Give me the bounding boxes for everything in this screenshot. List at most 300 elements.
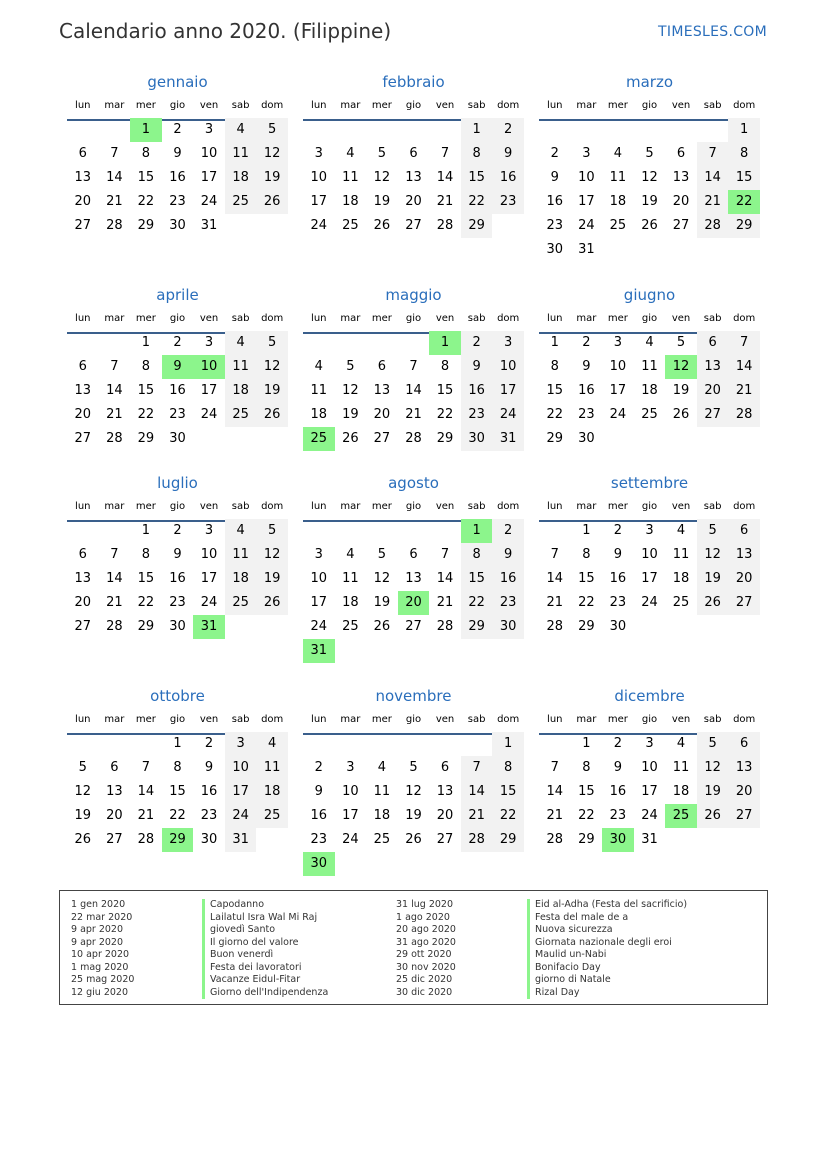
- day-cell: 21: [137, 808, 155, 823]
- day-cell: 2: [550, 146, 559, 161]
- weekday-header: gio: [405, 100, 422, 111]
- day-cell: 14: [106, 383, 123, 398]
- day-cell: 18: [641, 383, 658, 398]
- legend-date: 29 ott 2020: [396, 949, 452, 960]
- day-cell: 6: [676, 146, 686, 161]
- day-cell: 30: [200, 832, 218, 847]
- day-cell: 28: [546, 832, 564, 847]
- day-cell: 28: [697, 214, 729, 238]
- weekday-header: lun: [75, 714, 91, 725]
- weekday-header: gio: [405, 714, 422, 725]
- day-cell: 28: [461, 828, 493, 852]
- day-cell: 6: [728, 519, 760, 543]
- day-cell: 13: [697, 355, 729, 379]
- day-cell: 20: [74, 194, 92, 209]
- legend-date: 30 dic 2020: [396, 986, 453, 998]
- legend-names-column: [210, 899, 328, 999]
- day-cell: 19: [697, 780, 729, 804]
- month-title: settembre: [610, 474, 689, 492]
- day-cell: 11: [225, 543, 257, 567]
- month-divider: [539, 119, 760, 121]
- day-cell: 16: [169, 383, 186, 398]
- day-cell: 3: [204, 335, 214, 350]
- day-cell: 17: [578, 194, 595, 209]
- weekday-header: gio: [169, 714, 186, 725]
- day-cell: 17: [200, 383, 218, 398]
- day-cell: 21: [405, 407, 422, 422]
- legend-holiday-name: Buon venerdì: [210, 949, 274, 960]
- weekday-header: ven: [435, 313, 455, 324]
- day-cell: 19: [641, 194, 658, 209]
- month-title: marzo: [625, 73, 674, 91]
- day-cell: 24: [200, 407, 218, 422]
- day-cell: 7: [409, 359, 418, 374]
- weekday-header: mer: [135, 313, 156, 324]
- day-cell: 27: [436, 832, 454, 847]
- day-cell: 24: [200, 595, 218, 610]
- weekday-header: mar: [576, 501, 597, 512]
- day-cell: 25: [225, 591, 257, 615]
- day-cell: 29: [546, 431, 564, 446]
- day-cell: 2: [613, 523, 623, 538]
- day-cell: 16: [546, 194, 564, 209]
- day-cell: 11: [225, 355, 257, 379]
- day-cell: 12: [373, 170, 391, 185]
- weekday-header: gio: [405, 313, 422, 324]
- day-cell: 4: [256, 732, 288, 756]
- day-cell: 16: [609, 784, 627, 799]
- day-cell: 17: [641, 784, 658, 799]
- day-cell: 2: [582, 335, 591, 350]
- day-cell: 22: [436, 407, 454, 422]
- day-cell: 17: [200, 571, 218, 586]
- legend-date: 10 apr 2020: [71, 949, 130, 960]
- day-cell: 3: [645, 736, 654, 751]
- legend-dates-column: [396, 899, 456, 999]
- weekday-header: lun: [547, 501, 563, 512]
- month-title: febbraio: [382, 73, 445, 91]
- day-cell: 29: [578, 619, 595, 634]
- day-cell: 26: [697, 804, 729, 828]
- day-cell: 15: [137, 383, 155, 398]
- weekday-header: lun: [311, 313, 327, 324]
- day-cell: 11: [672, 760, 690, 775]
- legend-date: 1 gen 2020: [71, 899, 126, 910]
- legend-color-bar: [202, 899, 205, 999]
- day-cell: 14: [546, 784, 564, 799]
- legend-holiday-name: Bonifacio Day: [535, 961, 601, 973]
- day-cell: 16: [492, 166, 524, 190]
- day-cell: 14: [137, 784, 155, 799]
- day-cell: 26: [256, 190, 288, 214]
- legend-date: 9 apr 2020: [71, 924, 124, 935]
- weekday-header: dom: [733, 501, 756, 512]
- day-cell: 24: [578, 218, 595, 233]
- day-cell: 19: [373, 194, 391, 209]
- day-cell: 9: [314, 784, 323, 799]
- legend-holiday-name: giovedì Santo: [210, 924, 276, 935]
- day-cell: 18: [310, 407, 328, 422]
- day-cell: 30: [461, 427, 493, 451]
- weekday-header: mer: [371, 313, 392, 324]
- holiday-day-cell: 25: [665, 804, 697, 828]
- day-cell: 28: [405, 431, 422, 446]
- day-cell: 2: [173, 523, 182, 538]
- day-cell: 16: [609, 571, 627, 586]
- weekday-header: ven: [435, 501, 455, 512]
- day-cell: 5: [256, 519, 288, 543]
- weekday-header: mar: [104, 714, 125, 725]
- weekday-header: lun: [75, 313, 91, 324]
- day-cell: 20: [74, 595, 92, 610]
- weekday-header: ven: [435, 100, 455, 111]
- weekday-header: dom: [261, 313, 284, 324]
- day-cell: 24: [492, 403, 524, 427]
- day-cell: 3: [645, 523, 654, 538]
- day-cell: 26: [74, 832, 92, 847]
- day-cell: 7: [141, 760, 151, 775]
- day-cell: 11: [342, 170, 359, 185]
- day-cell: 4: [225, 519, 257, 543]
- legend-holiday-name: Lailatul Isra Wal Mi Raj: [210, 911, 318, 923]
- day-cell: 27: [672, 218, 690, 233]
- day-cell: 24: [310, 619, 328, 634]
- day-cell: 4: [645, 335, 654, 350]
- day-cell: 14: [697, 166, 729, 190]
- day-cell: 15: [578, 784, 595, 799]
- weekday-header: mar: [104, 313, 125, 324]
- day-cell: 29: [578, 832, 595, 847]
- month-divider: [303, 733, 524, 735]
- day-cell: 13: [106, 784, 123, 799]
- day-cell: 13: [728, 543, 760, 567]
- page-title: Calendario anno 2020. (Filippine): [59, 19, 392, 43]
- day-cell: 10: [641, 760, 658, 775]
- weekday-header: dom: [497, 501, 520, 512]
- day-cell: 17: [310, 194, 328, 209]
- day-cell: 15: [728, 166, 760, 190]
- holiday-day-cell: 12: [665, 355, 697, 379]
- weekday-header: ven: [435, 714, 455, 725]
- legend-names-column: [535, 899, 687, 999]
- day-cell: 22: [578, 595, 595, 610]
- day-cell: 17: [225, 780, 257, 804]
- day-cell: 24: [641, 808, 658, 823]
- day-cell: 19: [342, 407, 359, 422]
- day-cell: 16: [200, 784, 218, 799]
- weekday-header: ven: [199, 501, 219, 512]
- day-cell: 17: [342, 808, 359, 823]
- legend-date: 1 mag 2020: [71, 961, 129, 973]
- day-cell: 21: [106, 407, 123, 422]
- weekday-header: gio: [405, 501, 422, 512]
- day-cell: 3: [613, 335, 623, 350]
- weekday-header: gio: [641, 501, 658, 512]
- day-cell: 11: [609, 170, 627, 185]
- weekday-header: mar: [340, 100, 361, 111]
- day-cell: 9: [173, 146, 182, 161]
- day-cell: 27: [74, 619, 92, 634]
- weekday-header: lun: [311, 714, 327, 725]
- weekday-header: lun: [311, 501, 327, 512]
- weekday-header: dom: [497, 100, 520, 111]
- day-cell: 26: [405, 832, 422, 847]
- day-cell: 27: [728, 591, 760, 615]
- day-cell: 4: [676, 523, 686, 538]
- day-cell: 22: [492, 804, 524, 828]
- weekday-header: sab: [703, 313, 722, 324]
- day-cell: 16: [169, 571, 186, 586]
- day-cell: 14: [405, 383, 422, 398]
- day-cell: 11: [342, 571, 359, 586]
- day-cell: 21: [728, 379, 760, 403]
- day-cell: 8: [582, 547, 591, 562]
- day-cell: 7: [728, 331, 760, 355]
- day-cell: 16: [461, 379, 493, 403]
- day-cell: 26: [256, 591, 288, 615]
- legend-date: 31 ago 2020: [396, 936, 456, 948]
- month-title: gennaio: [147, 73, 208, 91]
- day-cell: 28: [436, 218, 454, 233]
- day-cell: 1: [582, 736, 591, 751]
- day-cell: 29: [137, 619, 155, 634]
- holiday-day-cell: 31: [193, 615, 225, 639]
- day-cell: 5: [645, 146, 654, 161]
- day-cell: 15: [461, 166, 493, 190]
- day-cell: 12: [641, 170, 658, 185]
- weekday-header: sab: [703, 501, 722, 512]
- day-cell: 5: [697, 732, 729, 756]
- day-cell: 30: [169, 218, 186, 233]
- holiday-day-cell: 1: [429, 331, 461, 355]
- weekday-header: mer: [371, 714, 392, 725]
- day-cell: 12: [342, 383, 359, 398]
- day-cell: 25: [256, 804, 288, 828]
- weekday-header: mar: [576, 313, 597, 324]
- day-cell: 8: [141, 547, 151, 562]
- month-title: luglio: [157, 474, 198, 492]
- day-cell: 11: [310, 383, 328, 398]
- day-cell: 19: [373, 595, 391, 610]
- day-cell: 15: [578, 571, 595, 586]
- day-cell: 19: [672, 383, 690, 398]
- day-cell: 20: [405, 194, 422, 209]
- day-cell: 9: [173, 547, 182, 562]
- weekday-header: dom: [497, 313, 520, 324]
- day-cell: 11: [256, 756, 288, 780]
- day-cell: 29: [137, 431, 155, 446]
- legend-holiday-name: Maulid un-Nabi: [535, 949, 607, 960]
- day-cell: 27: [74, 431, 92, 446]
- weekday-header: dom: [261, 100, 284, 111]
- day-cell: 4: [225, 331, 257, 355]
- day-cell: 16: [492, 567, 524, 591]
- weekday-header: ven: [199, 100, 219, 111]
- day-cell: 22: [137, 595, 155, 610]
- day-cell: 8: [550, 359, 559, 374]
- weekday-header: mar: [340, 714, 361, 725]
- day-cell: 23: [546, 218, 564, 233]
- month-title: maggio: [385, 286, 442, 304]
- weekday-header: mar: [104, 501, 125, 512]
- day-cell: 19: [697, 567, 729, 591]
- weekday-header: lun: [75, 100, 91, 111]
- legend-holiday-name: Nuova sicurezza: [535, 924, 613, 935]
- weekday-header: dom: [261, 714, 284, 725]
- day-cell: 25: [641, 407, 658, 422]
- day-cell: 22: [137, 194, 155, 209]
- day-cell: 4: [314, 359, 323, 374]
- weekday-header: mar: [576, 100, 597, 111]
- day-cell: 1: [582, 523, 591, 538]
- day-cell: 5: [697, 519, 729, 543]
- day-cell: 27: [373, 431, 391, 446]
- legend-holiday-name: Giornata nazionale degli eroi: [535, 936, 672, 948]
- month-title: giugno: [623, 286, 676, 304]
- day-cell: 23: [461, 403, 493, 427]
- day-cell: 13: [672, 170, 690, 185]
- weekday-header: dom: [261, 501, 284, 512]
- weekday-header: sab: [467, 100, 486, 111]
- day-cell: 6: [728, 732, 760, 756]
- day-cell: 26: [697, 591, 729, 615]
- day-cell: 3: [225, 732, 257, 756]
- day-cell: 14: [728, 355, 760, 379]
- month-title: ottobre: [150, 687, 205, 705]
- day-cell: 12: [256, 355, 288, 379]
- day-cell: 23: [578, 407, 595, 422]
- holiday-day-cell: 31: [303, 639, 335, 663]
- day-cell: 20: [373, 407, 391, 422]
- day-cell: 23: [169, 407, 186, 422]
- day-cell: 28: [106, 431, 123, 446]
- day-cell: 12: [373, 571, 391, 586]
- day-cell: 12: [697, 756, 729, 780]
- day-cell: 18: [225, 567, 257, 591]
- day-cell: 9: [582, 359, 591, 374]
- legend-holiday-name: Vacanze Eidul-Fitar: [210, 974, 301, 985]
- day-cell: 11: [672, 547, 690, 562]
- day-cell: 28: [106, 619, 123, 634]
- legend-holiday-name: giorno di Natale: [535, 974, 611, 985]
- day-cell: 25: [373, 832, 391, 847]
- day-cell: 1: [173, 736, 182, 751]
- day-cell: 13: [74, 170, 92, 185]
- day-cell: 14: [436, 170, 454, 185]
- day-cell: 20: [728, 567, 760, 591]
- legend-holiday-name: Capodanno: [210, 899, 265, 910]
- day-cell: 4: [225, 118, 257, 142]
- day-cell: 29: [461, 615, 493, 639]
- day-cell: 2: [613, 736, 623, 751]
- weekday-header: lun: [547, 100, 563, 111]
- day-cell: 30: [578, 431, 595, 446]
- holiday-day-cell: 1: [461, 519, 493, 543]
- day-cell: 8: [728, 142, 760, 166]
- day-cell: 8: [461, 543, 493, 567]
- day-cell: 25: [225, 403, 257, 427]
- day-cell: 23: [609, 808, 627, 823]
- day-cell: 12: [256, 543, 288, 567]
- day-cell: 11: [641, 359, 658, 374]
- month-title: dicembre: [614, 687, 685, 705]
- weekday-header: mer: [607, 100, 628, 111]
- day-cell: 24: [200, 194, 218, 209]
- day-cell: 7: [110, 146, 119, 161]
- day-cell: 15: [461, 567, 493, 591]
- day-cell: 3: [492, 331, 524, 355]
- day-cell: 13: [74, 571, 92, 586]
- day-cell: 26: [373, 619, 391, 634]
- day-cell: 26: [672, 407, 690, 422]
- weekday-header: ven: [671, 313, 691, 324]
- day-cell: 6: [409, 146, 418, 161]
- legend-holiday-name: Giorno dell'Indipendenza: [210, 986, 329, 998]
- weekday-header: gio: [169, 313, 186, 324]
- day-cell: 26: [641, 218, 658, 233]
- day-cell: 27: [405, 218, 422, 233]
- day-cell: 9: [204, 760, 214, 775]
- legend-date: 25 dic 2020: [396, 974, 453, 985]
- weekday-header: mar: [576, 714, 597, 725]
- day-cell: 8: [141, 146, 151, 161]
- weekday-header: gio: [641, 100, 658, 111]
- day-cell: 26: [256, 403, 288, 427]
- day-cell: 3: [204, 523, 214, 538]
- day-cell: 27: [106, 832, 123, 847]
- day-cell: 16: [169, 170, 186, 185]
- legend-color-bar: [527, 899, 530, 999]
- day-cell: 28: [546, 619, 564, 634]
- day-cell: 23: [310, 832, 328, 847]
- day-cell: 30: [546, 242, 564, 257]
- brand-logo[interactable]: TIMESLES.COM: [658, 24, 767, 40]
- day-cell: 27: [405, 619, 422, 634]
- weekday-header: sab: [467, 501, 486, 512]
- day-cell: 10: [609, 359, 627, 374]
- month-title: agosto: [388, 474, 439, 492]
- day-cell: 2: [173, 335, 182, 350]
- day-cell: 29: [436, 431, 454, 446]
- day-cell: 21: [106, 595, 123, 610]
- weekday-header: lun: [75, 501, 91, 512]
- day-cell: 14: [461, 780, 493, 804]
- day-cell: 11: [373, 784, 391, 799]
- day-cell: 30: [169, 619, 186, 634]
- weekday-header: ven: [671, 501, 691, 512]
- day-cell: 12: [697, 543, 729, 567]
- month-title: novembre: [375, 687, 452, 705]
- day-cell: 7: [550, 547, 559, 562]
- day-cell: 18: [342, 194, 359, 209]
- day-cell: 20: [672, 194, 690, 209]
- day-cell: 22: [546, 407, 564, 422]
- day-cell: 5: [409, 760, 418, 775]
- day-cell: 21: [461, 804, 493, 828]
- holiday-day-cell: 20: [398, 591, 430, 615]
- day-cell: 10: [310, 170, 328, 185]
- day-cell: 13: [405, 170, 422, 185]
- day-cell: 2: [492, 519, 524, 543]
- day-cell: 15: [137, 170, 155, 185]
- day-cell: 2: [461, 331, 493, 355]
- day-cell: 28: [436, 619, 454, 634]
- legend-holiday-name: Festa del male de a: [535, 911, 629, 923]
- day-cell: 29: [492, 828, 524, 852]
- day-cell: 2: [173, 122, 182, 137]
- weekday-header: mar: [340, 313, 361, 324]
- weekday-header: gio: [169, 501, 186, 512]
